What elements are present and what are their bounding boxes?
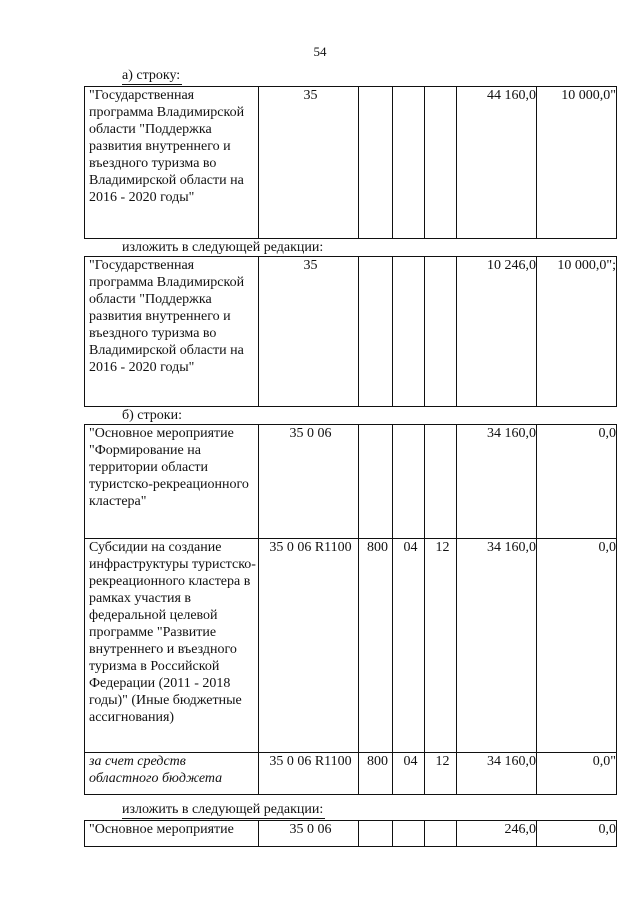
row-sum1: 34 160,0 xyxy=(457,539,537,753)
row-vr xyxy=(359,87,393,239)
row-sum2: 0,0 xyxy=(537,425,617,539)
row-code: 35 xyxy=(259,257,359,407)
row-vr: 800 xyxy=(359,539,393,753)
row-rz xyxy=(393,425,425,539)
row-pr xyxy=(425,821,457,847)
row-sum1: 10 246,0 xyxy=(457,257,537,407)
row-name: "Государственная программа Владимирской области "Поддержка развития внутреннего и въездного туризма во Владимирской области на 2016 - 2020 годы" xyxy=(85,87,259,239)
row-name: "Основное мероприятие "Формирование на территории области туристско-рекреационного кластера" xyxy=(85,425,259,539)
row-sum2: 10 000,0"; xyxy=(537,257,617,407)
row-code: 35 0 06 xyxy=(259,425,359,539)
row-code: 35 0 06 xyxy=(259,821,359,847)
row-pr xyxy=(425,87,457,239)
table-row xyxy=(85,539,617,753)
row-sum2: 10 000,0" xyxy=(537,87,617,239)
row-pr xyxy=(425,425,457,539)
row-vr xyxy=(359,821,393,847)
row-name: Субсидии на создание инфраструктуры туристско-рекреационного кластера в рамках участия в федеральной целевой программе "Развитие внутреннего и въездного туризма в Российской Федерации (2011 - 2018 годы)" (Иные бюджетные ассигнования) xyxy=(85,539,259,753)
table-a-old xyxy=(84,86,617,239)
row-code: 35 0 06 R1100 xyxy=(259,539,359,753)
table-row xyxy=(85,821,617,847)
table-row xyxy=(85,87,617,239)
row-sum1: 44 160,0 xyxy=(457,87,537,239)
table-a-new xyxy=(84,256,617,407)
row-sum1: 34 160,0 xyxy=(457,753,537,795)
row-vr xyxy=(359,257,393,407)
row-sum1: 246,0 xyxy=(457,821,537,847)
row-pr: 12 xyxy=(425,753,457,795)
row-code: 35 xyxy=(259,87,359,239)
row-name: "Основное мероприятие xyxy=(85,821,259,847)
row-rz xyxy=(393,257,425,407)
table-b-new xyxy=(84,820,617,847)
caption-replace-1: изложить в следующей редакции: xyxy=(122,240,324,255)
row-pr xyxy=(425,257,457,407)
page-number: 54 xyxy=(313,44,327,59)
table-row xyxy=(85,753,617,795)
table-b-old xyxy=(84,424,617,795)
row-rz xyxy=(393,87,425,239)
row-name: за счет средств областного бюджета xyxy=(85,753,259,795)
row-rz: 04 xyxy=(393,753,425,795)
table-row xyxy=(85,425,617,539)
row-rz xyxy=(393,821,425,847)
table-row xyxy=(85,257,617,407)
caption-replace-2: изложить в следующей редакции: xyxy=(122,802,324,817)
caption-a: а) строку: xyxy=(122,68,181,83)
row-vr: 800 xyxy=(359,753,393,795)
row-pr: 12 xyxy=(425,539,457,753)
row-sum2: 0,0" xyxy=(537,753,617,795)
row-vr xyxy=(359,425,393,539)
row-sum2: 0,0 xyxy=(537,539,617,753)
row-sum1: 34 160,0 xyxy=(457,425,537,539)
row-code: 35 0 06 R1100 xyxy=(259,753,359,795)
row-sum2: 0,0 xyxy=(537,821,617,847)
caption-b: б) строки: xyxy=(122,408,182,423)
row-rz: 04 xyxy=(393,539,425,753)
row-name: "Государственная программа Владимирской области "Поддержка развития внутреннего и въездного туризма во Владимирской области на 2016 - 2020 годы" xyxy=(85,257,259,407)
